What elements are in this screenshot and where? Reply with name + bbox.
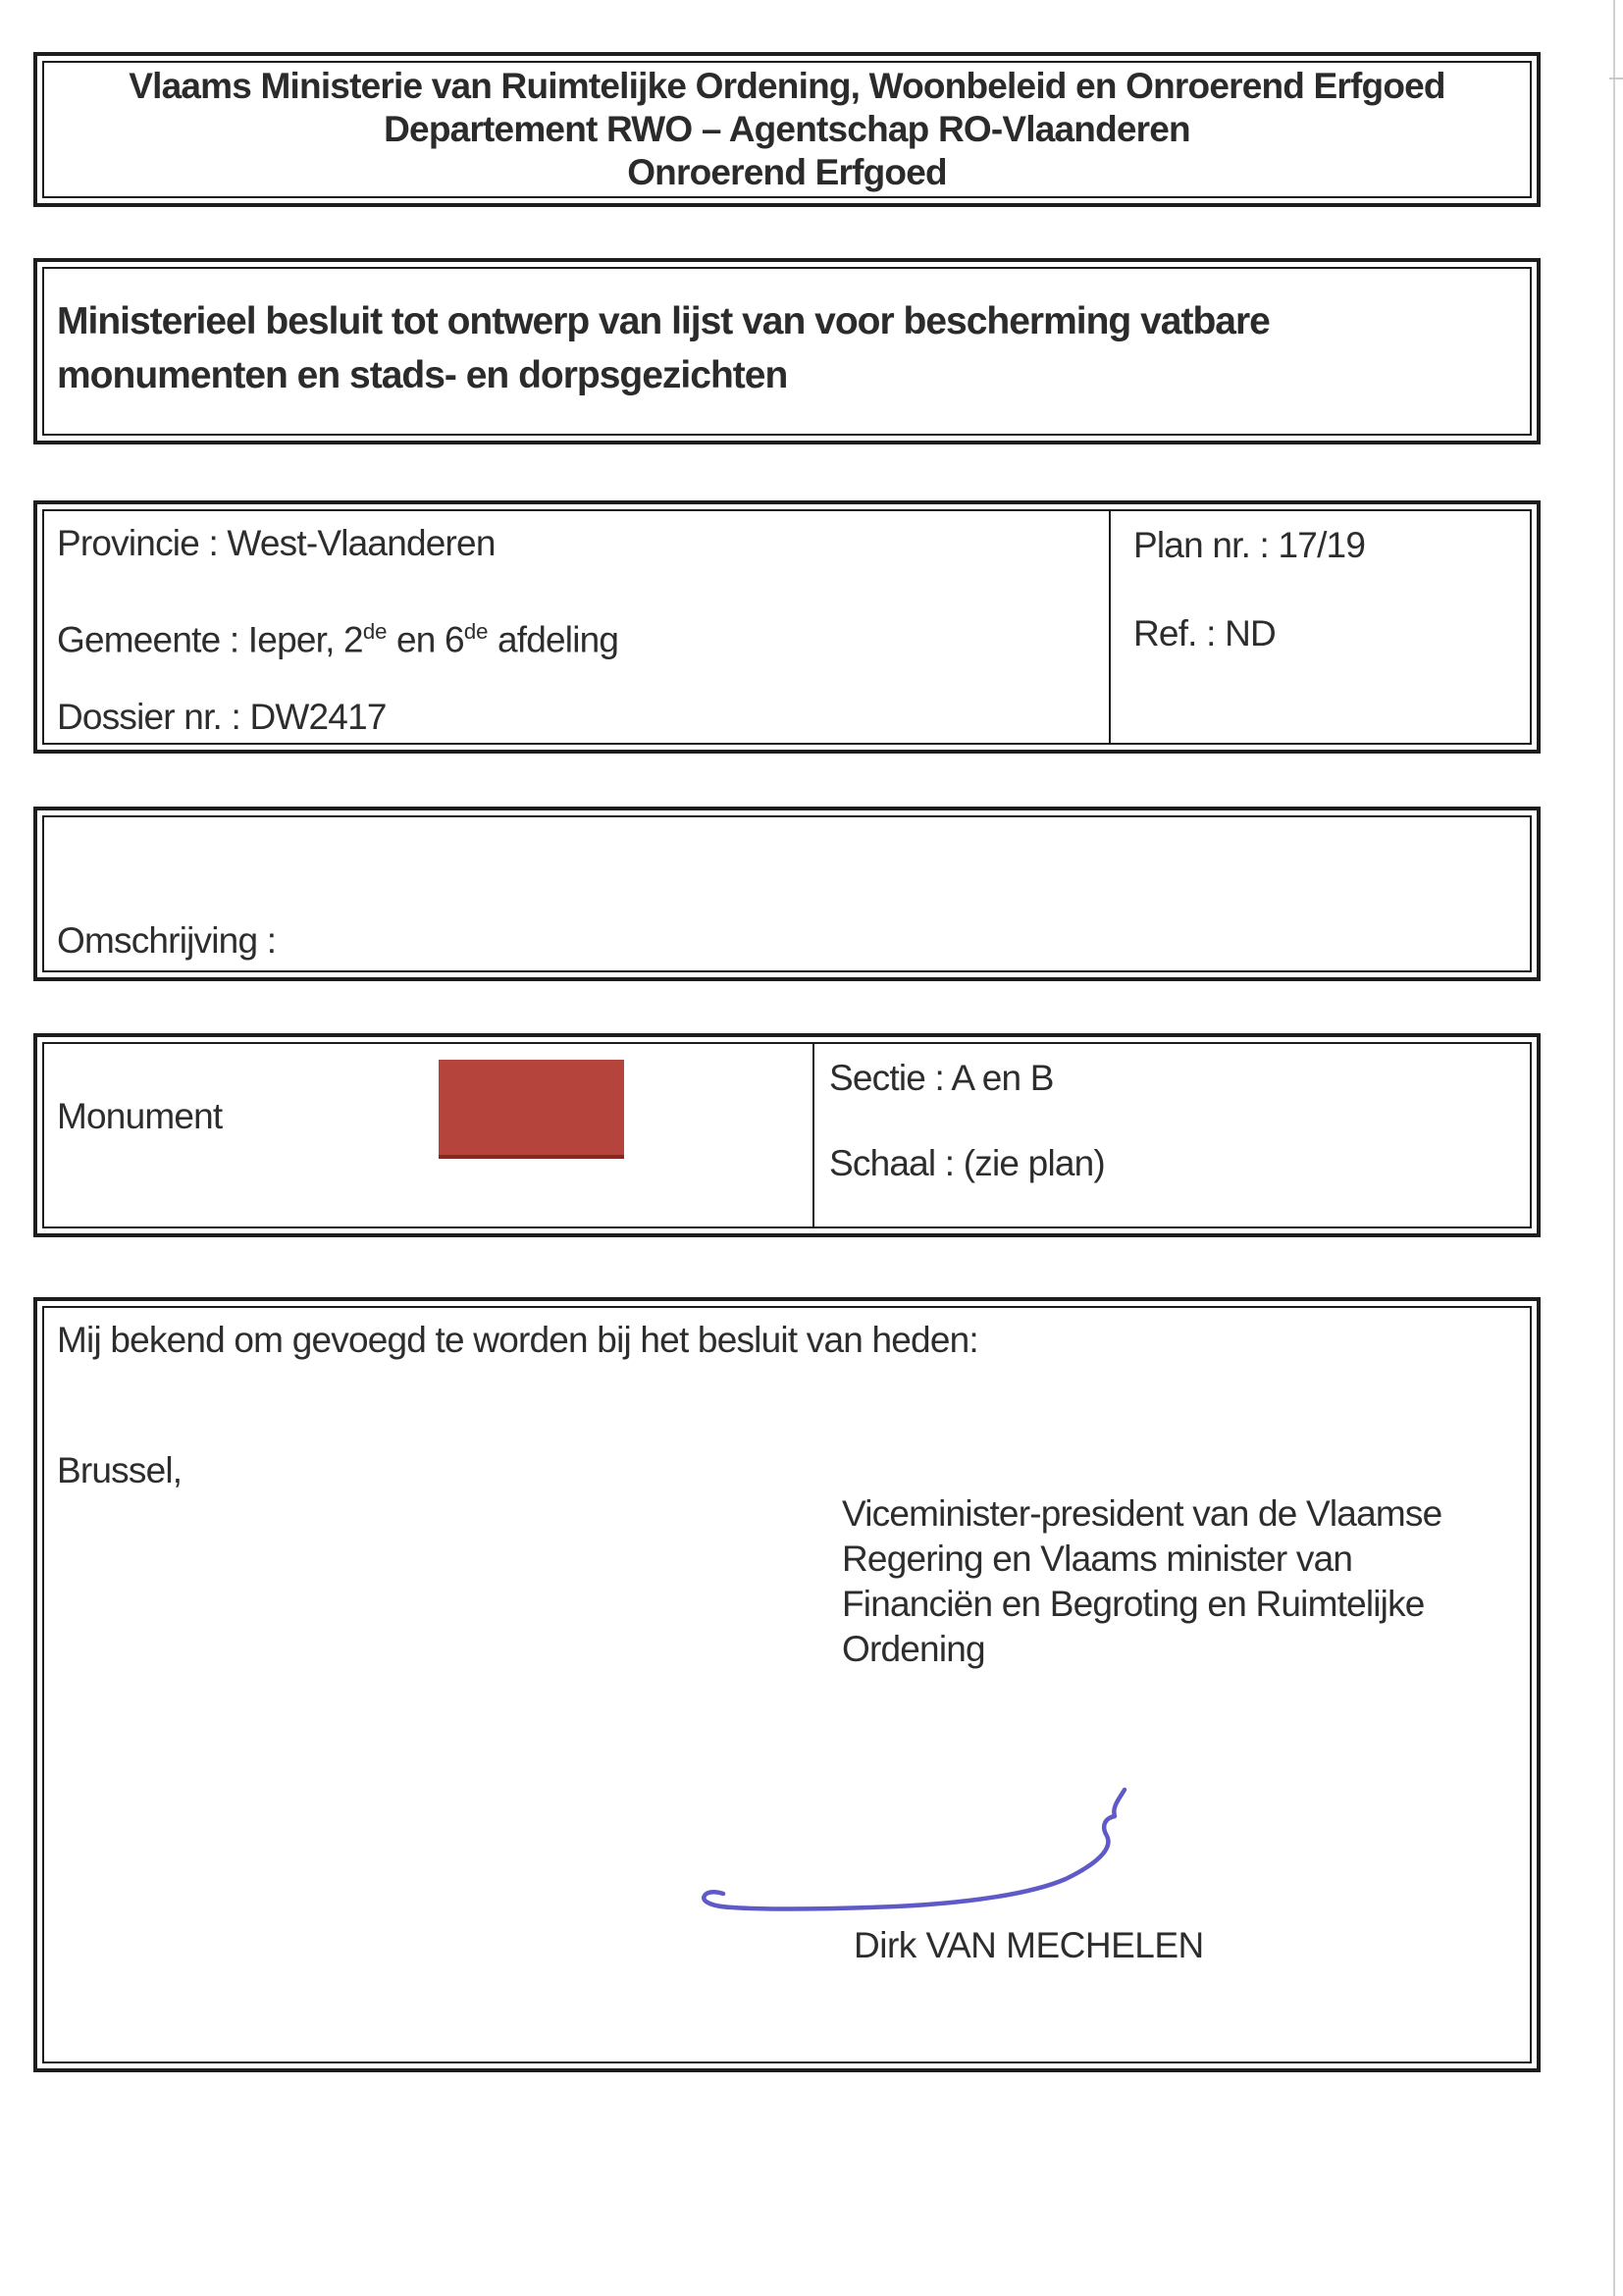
signature-stroke — [704, 1790, 1125, 1909]
legend-box — [33, 1033, 1541, 1237]
municipality-superscript-a: de — [362, 619, 388, 644]
ministry-header-box — [33, 52, 1541, 207]
decree-title-line-1: Ministerieel besluit tot ontwerp van lijst van voor bescherming vatbare — [57, 300, 1270, 342]
minister-title-line-3: Financiën en Begroting en Ruimtelijke — [842, 1584, 1425, 1624]
attestation-line: Mij bekend om gevoegd te worden bij het besluit van heden: — [57, 1320, 978, 1360]
dossier-field: Dossier nr. : DW2417 — [57, 697, 387, 737]
case-info-divider — [1109, 511, 1111, 743]
decree-title — [57, 294, 1270, 402]
ministry-department-line: Departement RWO – Agentschap RO-Vlaanderen — [384, 109, 1190, 149]
minister-title-line-4: Ordening — [842, 1629, 985, 1669]
case-info-inner — [42, 509, 1532, 745]
plan-number-field: Plan nr. : 17/19 — [1133, 525, 1366, 565]
schaal-field: Schaal : (zie plan) — [829, 1143, 1105, 1183]
scan-edge-artifact-line — [1613, 0, 1615, 2296]
municipality-prefix: Gemeente : Ieper, 2 — [57, 619, 363, 660]
decree-title-line-2: monumenten en stads- en dorpsgezichten — [57, 354, 788, 396]
ministry-agency-line: Onroerend Erfgoed — [627, 152, 947, 192]
reference-field: Ref. : ND — [1133, 613, 1276, 653]
description-box — [33, 807, 1541, 981]
monument-color-swatch — [439, 1060, 624, 1159]
scan-edge-artifact-tick — [1609, 78, 1623, 79]
description-inner — [42, 815, 1532, 972]
monument-label: Monument — [57, 1096, 223, 1136]
sectie-field: Sectie : A en B — [829, 1058, 1054, 1098]
place-line: Brussel, — [57, 1450, 183, 1490]
municipality-field — [57, 609, 618, 661]
minister-title-line-2: Regering en Vlaams minister van — [842, 1539, 1353, 1579]
legend-inner — [42, 1042, 1532, 1228]
province-field: Provincie : West-Vlaanderen — [57, 523, 496, 563]
decree-title-inner — [42, 267, 1532, 436]
minister-title-line-1: Viceminister-president van de Vlaamse — [842, 1493, 1442, 1534]
signature-inner — [42, 1306, 1532, 2063]
municipality-suffix: afdeling — [488, 619, 619, 660]
ministry-name-line: Vlaams Ministerie van Ruimtelijke Ordening, Woonbeleid en Onroerend Erfgoed — [129, 66, 1445, 106]
signer-name: Dirk VAN MECHELEN — [854, 1925, 1204, 1965]
signature-ink — [677, 1766, 1148, 1923]
signature-box — [33, 1297, 1541, 2072]
decree-title-box — [33, 258, 1541, 444]
case-info-box — [33, 500, 1541, 754]
minister-title — [842, 1491, 1539, 1672]
municipality-mid: en 6 — [387, 619, 464, 660]
municipality-superscript-b: de — [463, 619, 489, 644]
legend-divider — [812, 1044, 814, 1226]
description-label: Omschrijving : — [57, 920, 277, 961]
ministry-header-inner — [42, 61, 1532, 198]
